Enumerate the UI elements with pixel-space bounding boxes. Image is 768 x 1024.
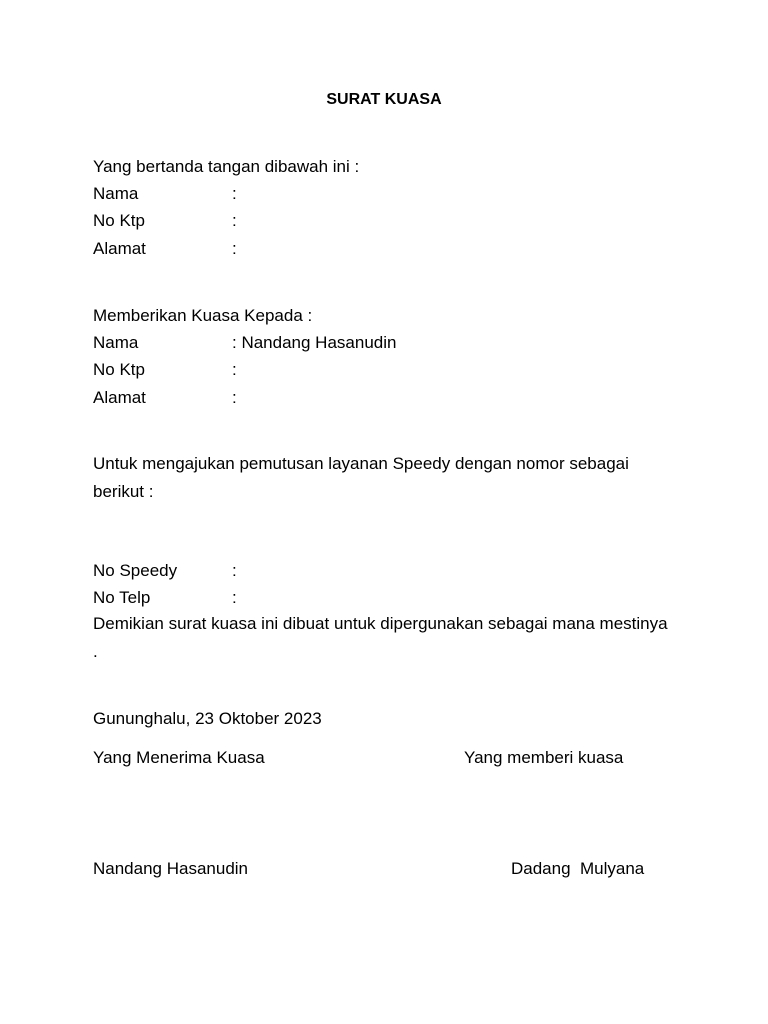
grantee-nama-value: : Nandang Hasanudin: [232, 333, 397, 352]
purpose-paragraph: Untuk mengajukan pemutusan layanan Speedy dengan nomor sebagai berikut :: [93, 454, 629, 501]
signature-right-role: Yang memberi kuasa: [464, 748, 624, 767]
closing-paragraph: Demikian surat kuasa ini dibuat untuk dipergunakan sebagai mana mestinya .: [93, 614, 668, 661]
speedy-value: :: [232, 561, 237, 580]
grantor-alamat-label: Alamat: [93, 239, 146, 258]
telp-label: No Telp: [93, 588, 151, 607]
grant-heading: Memberikan Kuasa Kepada :: [93, 306, 313, 325]
grantor-nama-value: :: [232, 184, 237, 203]
document-title: SURAT KUASA: [326, 91, 442, 108]
signature-right-name: Dadang Mulyana: [511, 859, 645, 878]
grantee-alamat-value: :: [232, 388, 237, 407]
intro-text: Yang bertanda tangan dibawah ini :: [93, 157, 360, 176]
telp-value: :: [232, 588, 237, 607]
speedy-label: No Speedy: [93, 561, 178, 580]
grantor-ktp-label: No Ktp: [93, 211, 145, 230]
grantee-nama-label: Nama: [93, 333, 139, 352]
signature-left-name: Nandang Hasanudin: [93, 859, 249, 878]
grantor-nama-label: Nama: [93, 184, 139, 203]
grantor-ktp-value: :: [232, 211, 237, 230]
grantor-alamat-value: :: [232, 239, 237, 258]
grantee-alamat-label: Alamat: [93, 388, 146, 407]
signature-left-role: Yang Menerima Kuasa: [93, 748, 265, 767]
grantee-ktp-value: :: [232, 360, 237, 379]
place-date: Gununghalu, 23 Oktober 2023: [93, 709, 322, 728]
grantee-ktp-label: No Ktp: [93, 360, 145, 379]
